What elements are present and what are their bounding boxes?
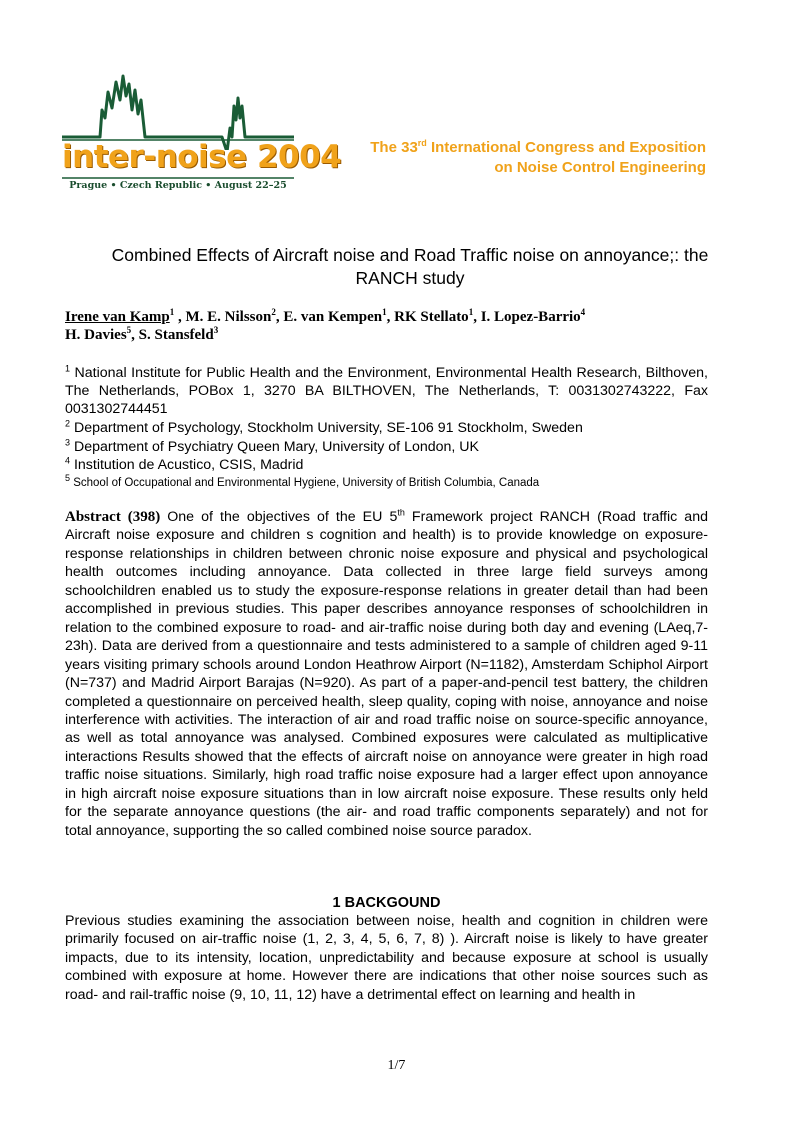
abstract: Abstract (398) One of the objectives of the EU 5th Framework project RANCH (Road traffic and Aircraft noise exposure and children s cognition and health) is to provide knowledge on exposure-response relationships in children between chronic noise exposure and physical and psychological health outcomes including annoyance. Data collected in three large field surveys among schoolchildren enabled us to study the exposure-response relations in greater detail than had been accomplished in previous studies. This paper describes annoyance responses of schoolchildren in relation to the combined exposure to road- and air-traffic noise during both day and evening (LAeq,7-23h). Data are derived from a questionnaire and tests administered to a sample of children aged 9-11 years visiting primary schools around London Heathrow Airport (N=1182), Amsterdam Schiphol Airport (N=737) and Madrid Airport Barajas (N=920). As part of a paper-and-pencil test battery, the children completed a questionnaire on perceived health, sleep quality, coping with noise, annoyance and noise interference with activities. The interaction of air and road traffic noise on source-specific annoyance, as well as total annoyance was analysed. Combined exposures were calculated as multiplicative interactions Results showed that the effects of aircraft noise on annoyance were greater in high road traffic noise situations. Similarly, high road traffic noise exposure had a larger effect upon annoyance in high aircraft noise exposure situations than in low aircraft noise exposure. These results only held for the separate annoyance questions (the air- and road traffic components separately) and not for total annoyance, supporting the so called combined noise source paradox. [65, 507, 708, 839]
congress-header [370, 138, 706, 178]
noise-wave-graphic [62, 70, 294, 150]
author-line-1: Irene van Kamp$^1$ , M. E. Nilsson$^2$, E. van Kempen$^1$, RK Stellato$^1$, I. Lopez-Barrio$^4$ [65, 307, 586, 325]
congress-line-2: on Noise Control Engineering [494, 159, 706, 176]
inter-noise-logo [62, 70, 342, 195]
author-name: Irene van Kamp [65, 309, 170, 325]
section-body: Previous studies examining the association between noise, health and cognition in children were primarily focused on air-traffic noise (1, 2, 3, 4, 5, 6, 7, 8) ). Aircraft noise is likely to have greater impacts, due to its intensity, location, unpredictability and because exposure at school is usually combined with exposure at home. However there are indications that other noise sources such as road- and rail-traffic noise (9, 10, 11, 12) have a detrimental effect on learning and health in [65, 913, 708, 1003]
affiliation-5: $^5$ School of Occupational and Environmental Hygiene, University of British Columbia, Canada [65, 473, 540, 489]
abstract-label: Abstract (398) [65, 509, 161, 525]
affiliation-2: $^2$ Department of Psychology, Stockholm University, SE-106 91 Stockholm, Sweden [65, 418, 583, 436]
affiliation-1: $^1$ National Institute for Public Health and the Environment, Environmental Health Research, Bilthoven, The Netherlands, POBox 1, 3270 BA BILTHOVEN, The Netherlands, T: 0031302743222, Fax 0031302744451 [65, 363, 708, 417]
congress-line-1: The 33rd International Congress and Exposition [370, 138, 706, 156]
section-heading: 1 BACKGOUND [332, 895, 441, 911]
author-line-2: H. Davies$^5$, S. Stansfeld$^3$ [65, 325, 219, 343]
logo-tagline: Prague • Czech Republic • August 22–25 [69, 180, 287, 191]
author-list [65, 308, 725, 344]
affiliation-4: $^4$ Institution de Acustico, CSIS, Madrid [65, 455, 304, 473]
page-number: 1/7 [387, 1058, 406, 1073]
affiliation-3: $^3$ Department of Psychiatry Queen Mary, University of London, UK [65, 437, 479, 455]
paper-title: Combined Effects of Aircraft noise and Road Traffic noise on annoyance;: the RANCH study [111, 245, 709, 288]
logo-wordmark: inter-noise 2004 [62, 139, 342, 175]
